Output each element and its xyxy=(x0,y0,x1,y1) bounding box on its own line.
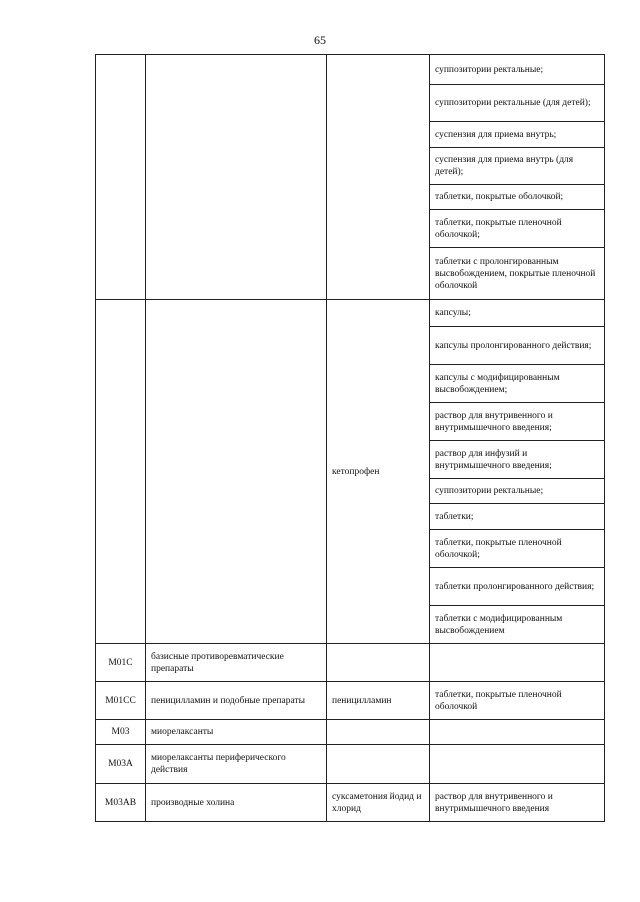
form-cell: капсулы с модифицированным высвобождением; xyxy=(430,365,605,403)
atc-code: M01C xyxy=(96,644,146,682)
substance-cell xyxy=(327,55,430,300)
group-cell xyxy=(146,55,327,300)
group-name: производные холина xyxy=(146,784,327,822)
form-cell: таблетки, покрытые оболочкой; xyxy=(430,185,605,210)
form-cell: таблетки с модифицированным высвобождением xyxy=(430,606,605,644)
group-name: миорелаксанты xyxy=(146,720,327,745)
substance-name: пеницилламин xyxy=(327,682,430,720)
atc-code: M03AB xyxy=(96,784,146,822)
table-row xyxy=(96,720,605,745)
group-name: пеницилламин и подобные препараты xyxy=(146,682,327,720)
table-row xyxy=(96,784,605,822)
group-name: миорелаксанты периферического действия xyxy=(146,745,327,784)
dosage-form: таблетки, покрытые пленочной оболочкой xyxy=(430,682,605,720)
group-cell xyxy=(146,300,327,644)
form-cell: суспензия для приема внутрь (для детей); xyxy=(430,148,605,185)
form-cell: капсулы пролонгированного действия; xyxy=(430,327,605,365)
substance-name xyxy=(327,644,430,682)
table-row xyxy=(96,644,605,682)
form-cell: капсулы; xyxy=(430,300,605,327)
form-cell: раствор для внутривенного и внутримышечного введения; xyxy=(430,403,605,441)
form-cell: суппозитории ректальные; xyxy=(430,479,605,504)
substance-cell: кетопрофен xyxy=(327,300,430,644)
substance-name xyxy=(327,745,430,784)
page-number: 65 xyxy=(314,33,326,47)
substance-name: суксаметония йодид и хлорид xyxy=(327,784,430,822)
substance-name xyxy=(327,720,430,745)
drug-table xyxy=(95,54,605,822)
form-cell: таблетки, покрытые пленочной оболочкой; xyxy=(430,210,605,248)
form-cell: таблетки; xyxy=(430,504,605,530)
form-cell: таблетки, покрытые пленочной оболочкой; xyxy=(430,530,605,568)
table-row xyxy=(96,682,605,720)
dosage-form xyxy=(430,745,605,784)
code-cell xyxy=(96,55,146,300)
form-cell: таблетки пролонгированного действия; xyxy=(430,568,605,606)
dosage-form: раствор для внутривенного и внутримышечного введения xyxy=(430,784,605,822)
form-cell: раствор для инфузий и внутримышечного введения; xyxy=(430,441,605,479)
form-cell: суспензия для приема внутрь; xyxy=(430,122,605,148)
atc-code: M03 xyxy=(96,720,146,745)
atc-code: M01CC xyxy=(96,682,146,720)
dosage-form xyxy=(430,644,605,682)
form-cell: суппозитории ректальные; xyxy=(430,55,605,85)
code-cell xyxy=(96,300,146,644)
dosage-form xyxy=(430,720,605,745)
form-cell: таблетки с пролонгированным высвобождением, покрытые пленочной оболочкой xyxy=(430,248,605,300)
atc-code: M03A xyxy=(96,745,146,784)
table-row xyxy=(96,745,605,784)
group-name: базисные противоревматические препараты xyxy=(146,644,327,682)
form-cell: суппозитории ректальные (для детей); xyxy=(430,85,605,122)
